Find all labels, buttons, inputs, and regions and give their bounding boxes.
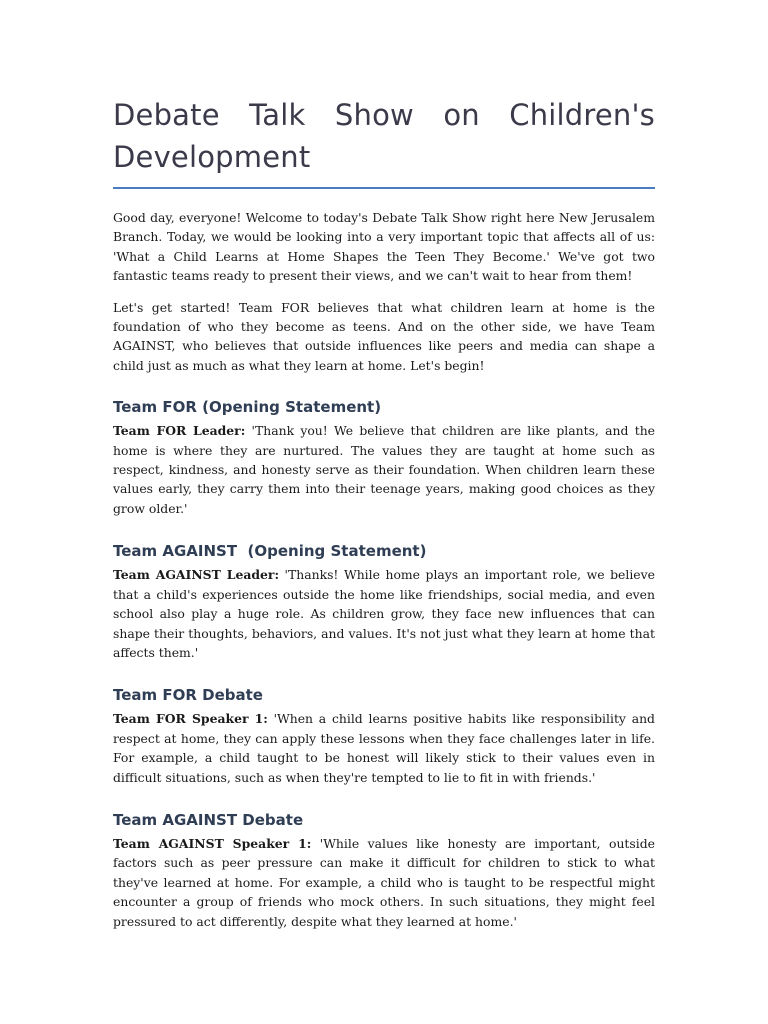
speaker-label: Team FOR Leader:	[113, 423, 246, 439]
heading-team-for-opening: Team FOR (Opening Statement)	[113, 398, 382, 417]
heading-team-against-opening: Team AGAINST (Opening Statement)	[113, 542, 427, 561]
document-title: Debate Talk Show on Children's Development	[113, 98, 655, 174]
speaker-label: Team AGAINST Speaker 1:	[113, 835, 312, 851]
statement-text: 'Thanks! While home plays an important role, we believe that a child's experiences outside the home like friendships, social media, and even school also play a huge role. As children grow, they face new influences that can shape their thoughts, behaviors, and values. It's not just what they learn at home that affects them.'	[113, 567, 655, 660]
statement-text: 'When a child learns positive habits like responsibility and respect at home, they can apply these lessons when they face challenges later in life. For example, a child taught to be honest will likely stick to their values even in difficult situations, such as when they're tempted to lie to fit in with friends.'	[113, 711, 655, 785]
intro-paragraph-teams: Let's get started! Team FOR believes that what children learn at home is the foundation of who they become as teens. And on the other side, we have Team AGAINST, who believes that outside influences like peers and media can shape a child just as much as what they learn at home. Let's begin!	[113, 299, 655, 373]
speaker-label: Team FOR Speaker 1:	[113, 711, 268, 727]
heading-team-for-debate: Team FOR Debate	[113, 686, 263, 705]
title-underline	[113, 187, 655, 189]
heading-team-against-debate: Team AGAINST Debate	[113, 810, 304, 829]
speaker-label: Team AGAINST Leader:	[113, 567, 280, 583]
intro-paragraph-welcome: Good day, everyone! Welcome to today's Debate Talk Show right here New Jerusalem Branch. Today, we would be looking into a very important topic that affects all of us: 'What a Child Learns at Home Shapes the Teen They Become.' We've got two fantastic teams ready to present their views, and we can't wait to hear from them!	[113, 210, 655, 284]
document-content	[113, 94, 655, 931]
team-for-debate-statement	[113, 709, 655, 787]
statement-text: 'Thank you! We believe that children are like plants, and the home is where they are nurtured. The values they are taught at home such as respect, kindness, and honesty serve as their foundation. When children learn these values early, they carry them into their teenage years, making good choices as they grow older.'	[113, 423, 656, 516]
team-against-opening-statement	[113, 565, 655, 662]
team-against-debate-statement	[113, 834, 655, 931]
team-for-opening-statement	[113, 421, 655, 518]
statement-text: 'While values like honesty are important, outside factors such as peer pressure can make it difficult for children to stick to what they've learned at home. For example, a child who is taught to be respectful might encounter a group of friends who mock others. In such situations, they might feel pressured to act differently, despite what they learned at home.'	[113, 835, 655, 929]
